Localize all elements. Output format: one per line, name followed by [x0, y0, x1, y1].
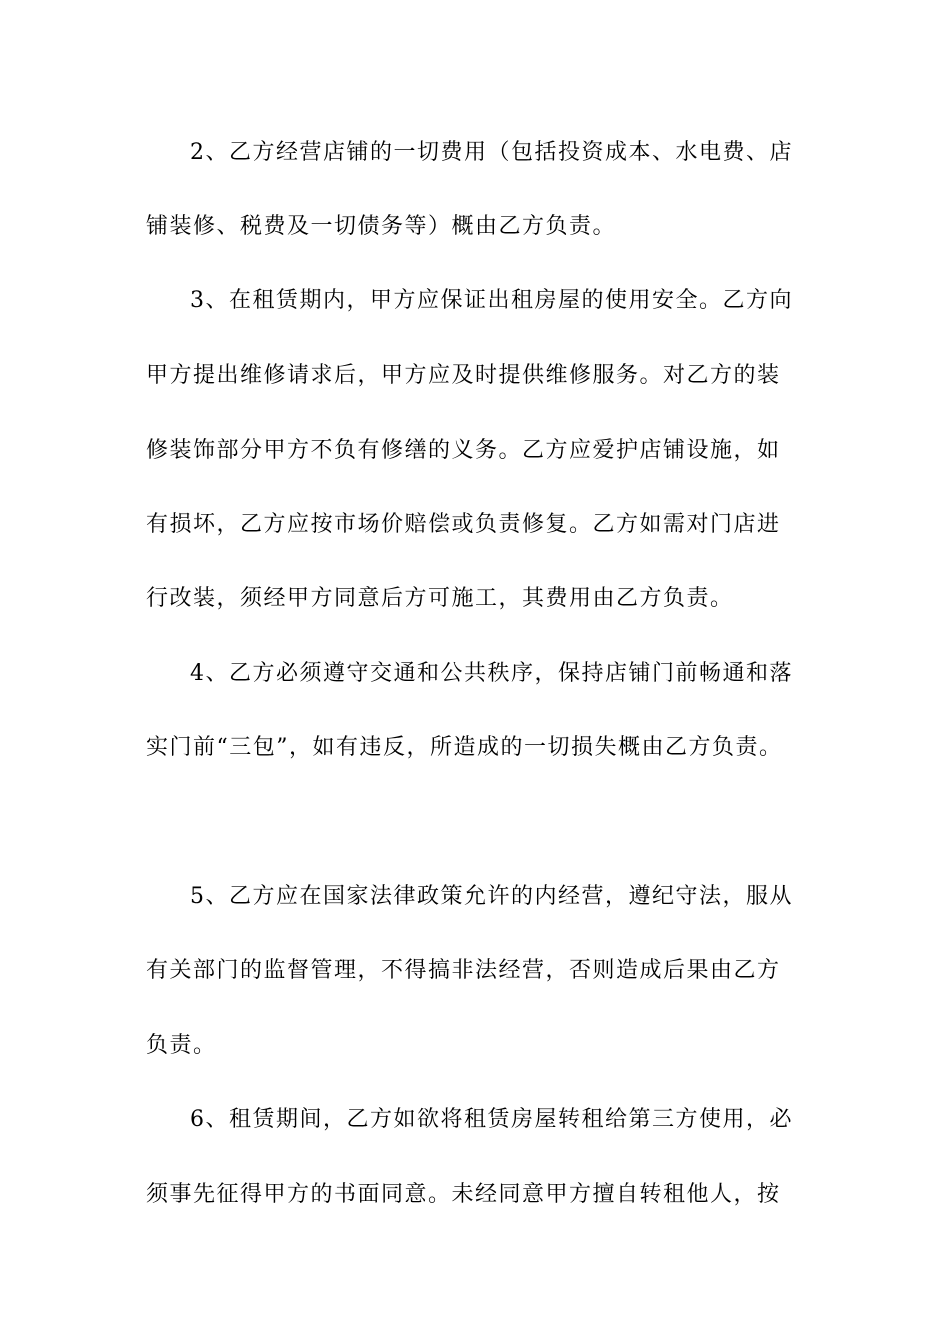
paragraph-3-line-5: 行改装，须经甲方同意后方可施工，其费用由乙方负责。 [146, 586, 734, 611]
paragraph-5-line-1: 5、乙方应在国家法律政策允许的内经营，遵纪守法，服从 [190, 884, 793, 909]
paragraph-6-line-1: 6、租赁期间，乙方如欲将租赁房屋转租给第三方使用，必 [190, 1107, 793, 1132]
paragraph-5-line-3: 负责。 [146, 1033, 217, 1058]
paragraph-2-line-2: 铺装修、税费及一切债务等）概由乙方负责。 [146, 214, 617, 239]
paragraph-6-line-2: 须事先征得甲方的书面同意。未经同意甲方擅自转租他人，按 [146, 1182, 781, 1207]
paragraph-3-line-2: 甲方提出维修请求后，甲方应及时提供维修服务。对乙方的装 [146, 363, 781, 388]
paragraph-3-line-1: 3、在租赁期内，甲方应保证出租房屋的使用安全。乙方向 [190, 288, 793, 313]
paragraph-5-line-2: 有关部门的监督管理，不得搞非法经营，否则造成后果由乙方 [146, 958, 781, 983]
paragraph-4-line-1: 4、乙方必须遵守交通和公共秩序，保持店铺门前畅通和落 [190, 661, 793, 686]
paragraph-3-line-4: 有损坏，乙方应按市场价赔偿或负责修复。乙方如需对门店进 [146, 512, 781, 537]
paragraph-3-line-3: 修装饰部分甲方不负有修缮的义务。乙方应爱护店铺设施，如 [146, 438, 781, 463]
paragraph-2-line-1: 2、乙方经营店铺的一切费用（包括投资成本、水电费、店 [190, 140, 793, 165]
paragraph-4-line-2: 实门前“三包”，如有违反，所造成的一切损失概由乙方负责。 [146, 735, 783, 760]
